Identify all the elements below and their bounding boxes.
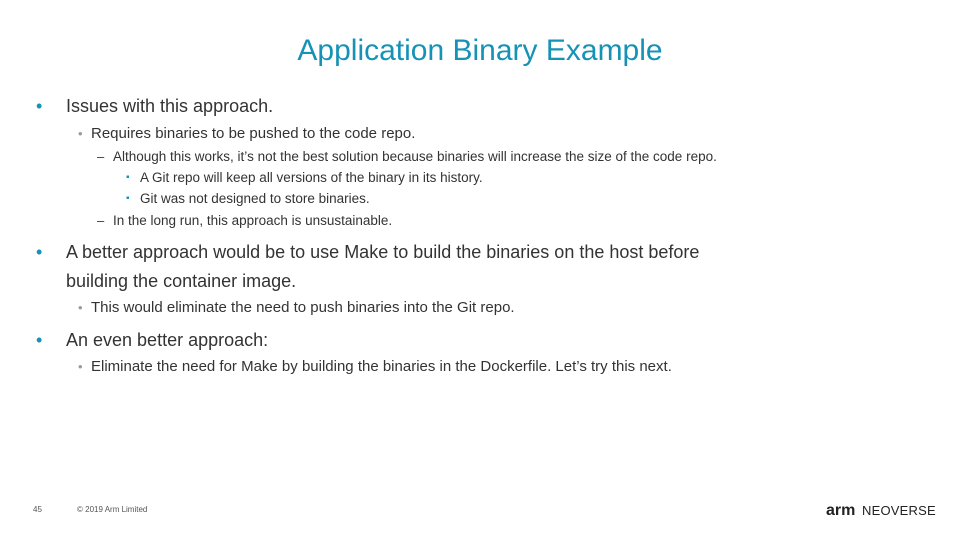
bullet-marker: •: [78, 300, 83, 315]
bullet-text: In the long run, this approach is unsustainable.: [113, 213, 393, 228]
copyright: © 2019 Arm Limited: [77, 505, 148, 514]
slide-title: Application Binary Example: [297, 34, 663, 67]
bullet-text: Although this works, it’s not the best solution because binaries will increase the size of the code repo.: [113, 149, 717, 164]
bullet-text: Requires binaries to be pushed to the code repo.: [91, 125, 416, 142]
bullet-marker: •: [78, 359, 83, 374]
arm-neoverse-logo-icon: [826, 500, 938, 520]
arm-neoverse-logo: [826, 500, 938, 520]
svg-text:NEOVERSE: NEOVERSE: [862, 503, 936, 518]
bullet-marker: •: [36, 96, 43, 116]
bullet-text: This would eliminate the need to push binaries into the Git repo.: [91, 299, 515, 316]
bullet-text: Eliminate the need for Make by building the binaries in the Dockerfile. Let’s try this next.: [91, 358, 672, 375]
bullet-text: Git was not designed to store binaries.: [140, 191, 370, 206]
bullet-marker: –: [97, 213, 105, 228]
bullet-text: A Git repo will keep all versions of the binary in its history.: [140, 170, 483, 185]
bullet-marker: ▪: [126, 193, 130, 204]
bullet-text-line2: building the container image.: [66, 271, 297, 291]
bullet-text: Issues with this approach.: [66, 96, 274, 116]
bullet-marker: •: [36, 242, 43, 262]
bullet-marker: •: [36, 330, 43, 350]
bullet-text: An even better approach:: [66, 330, 269, 350]
bullet-text-line1: A better approach would be to use Make to build the binaries on the host before: [66, 242, 700, 262]
bullet-marker: •: [78, 126, 83, 141]
bullet-marker: –: [97, 149, 105, 164]
bullet-marker: ▪: [126, 172, 130, 183]
page-number: 45: [33, 505, 42, 514]
svg-text:arm: arm: [826, 502, 856, 519]
